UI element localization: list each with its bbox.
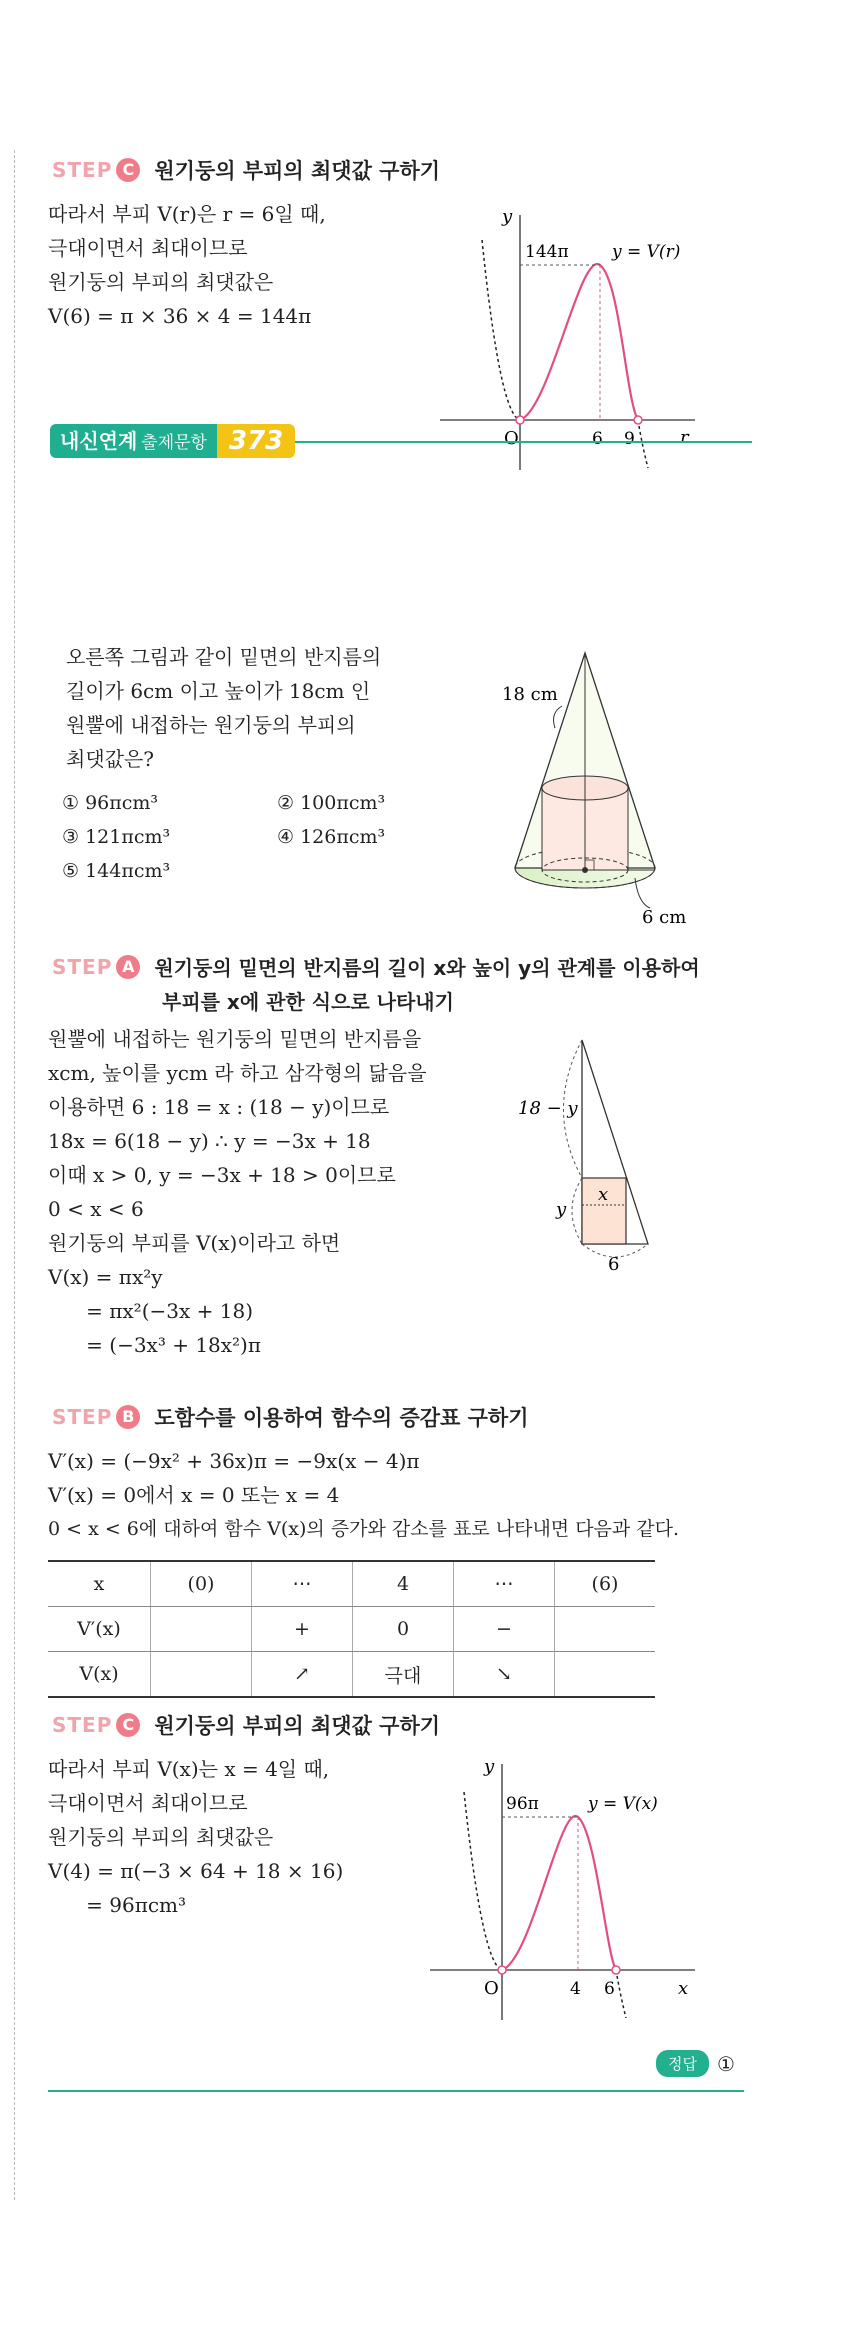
step-letter-badge: B: [116, 1405, 140, 1429]
step-a-heading: [52, 952, 700, 981]
step-tag: STEP: [52, 1713, 113, 1737]
text-line: 극대이면서 최대이므로: [48, 1791, 248, 1815]
text-line: V(x) = πx²y: [48, 1265, 163, 1289]
problem-text: [66, 640, 381, 776]
table-cell: ⋯: [454, 1561, 555, 1607]
step-b-text: [48, 1444, 679, 1546]
text-line: xcm, 높이를 ycm 라 하고 삼각형의 닮음을: [48, 1061, 427, 1085]
table-cell: (6): [555, 1561, 656, 1607]
table-row: [48, 1652, 655, 1698]
dashed-curve-left: [482, 240, 520, 420]
x-axis-label: r: [680, 427, 689, 448]
table-cell: ⋯: [252, 1561, 353, 1607]
answer-badge: [656, 2050, 735, 2077]
table-cell: +: [252, 1607, 353, 1652]
step-title: 원기둥의 부피의 최댓값 구하기: [154, 1714, 441, 1738]
cross-section-figure: [500, 1030, 680, 1280]
table-cell: [555, 1652, 656, 1698]
open-point-end: [634, 416, 642, 424]
choice-2[interactable]: ② 100πcm³: [277, 792, 386, 814]
answer-value: ①: [716, 2051, 735, 2076]
curve-v-of-r: [520, 264, 638, 420]
text-line: 이용하면 6 : 18 = x : (18 − y)이므로: [48, 1095, 390, 1119]
answer-label: 정답: [656, 2050, 709, 2077]
table-row: [48, 1607, 655, 1652]
graph-v-of-r: [420, 200, 710, 480]
tick-label-6: 6: [604, 1979, 615, 1999]
table-row: [48, 1561, 655, 1607]
step-c-text: [48, 197, 326, 333]
text-line: = (−3x³ + 18x²)π: [48, 1333, 262, 1357]
step-title: 도함수를 이용하여 함수의 증감표 구하기: [154, 1406, 529, 1430]
text-line: 따라서 부피 V(x)는 x = 4일 때,: [48, 1757, 330, 1781]
top-length-label: 18 − y: [518, 1098, 578, 1119]
brace-y: [572, 1178, 582, 1244]
text-line: 최댓값은?: [66, 747, 155, 771]
text-line: 길이가 6cm 이고 높이가 18cm 인: [66, 679, 371, 703]
height-pointer: [554, 706, 562, 728]
text-line: 원기둥의 부피의 최댓값은: [48, 1825, 274, 1849]
open-point-origin: [516, 416, 524, 424]
table-cell: 극대: [353, 1652, 454, 1698]
step-c-heading: [52, 155, 440, 185]
choice-5[interactable]: ⑤ 144πcm³: [62, 860, 171, 882]
step-letter-badge: C: [116, 1713, 140, 1737]
table-cell: V′(x): [48, 1607, 151, 1652]
base-label: 6: [608, 1254, 620, 1275]
origin-label: O: [484, 1978, 499, 1999]
step-c2-text: [48, 1752, 343, 1922]
table-cell: V(x): [48, 1652, 151, 1698]
cone-cylinder-figure: [480, 638, 770, 928]
text-line: = 96πcm³: [48, 1893, 187, 1917]
x-axis-label: x: [678, 1978, 689, 1999]
choice-3[interactable]: ③ 121πcm³: [62, 826, 171, 848]
dashed-curve-right: [616, 1970, 626, 2018]
step-title: 원기둥의 부피의 최댓값 구하기: [154, 159, 441, 183]
text-line: 원뿔에 내접하는 원기둥의 밑면의 반지름을: [48, 1027, 422, 1051]
open-point-end: [612, 1966, 620, 1974]
answer-choices: [62, 786, 492, 888]
text-line: 원기둥의 부피의 최댓값은: [48, 270, 274, 294]
step-c2-heading: [52, 1710, 440, 1740]
tick-label-6: 6: [592, 429, 603, 449]
text-line: 오른쪽 그림과 같이 밑면의 반지름의: [66, 645, 382, 669]
step-tag: STEP: [52, 954, 113, 979]
radius-pointer: [635, 878, 650, 908]
table-cell: ↘: [454, 1652, 555, 1698]
y-label: y: [556, 1199, 567, 1220]
step-letter-badge: C: [116, 158, 140, 182]
table-cell: [151, 1652, 252, 1698]
text-line: 원뿔에 내접하는 원기둥의 부피의: [66, 713, 356, 737]
bottom-divider: [48, 2090, 744, 2092]
text-line: V′(x) = 0에서 x = 0 또는 x = 4: [48, 1483, 340, 1507]
dashed-curve-right: [638, 420, 648, 468]
x-label: x: [598, 1184, 609, 1205]
text-line: 18x = 6(18 − y) ∴ y = −3x + 18: [48, 1129, 371, 1153]
choice-1[interactable]: ① 96πcm³: [62, 792, 159, 814]
text-line: V′(x) = (−9x² + 36x)π = −9x(x − 4)π: [48, 1449, 420, 1473]
step-title-line2: 부피를 x에 관한 식으로 나타내기: [162, 990, 454, 1014]
problem-banner: [50, 424, 295, 458]
step-a-text: [48, 1022, 427, 1362]
text-line: = πx²(−3x + 18): [48, 1299, 253, 1323]
height-label: 18 cm: [502, 684, 558, 705]
radius-label: 6 cm: [642, 907, 687, 928]
problem-number: 373: [217, 424, 295, 458]
text-line: 0 < x < 6에 대하여 함수 V(x)의 증가와 감소를 표로 나타내면 다음과 같다.: [48, 1518, 680, 1540]
text-line: V(6) = π × 36 × 4 = 144π: [48, 304, 312, 328]
curve-label: y = V(r): [612, 242, 681, 262]
origin-label: O: [504, 428, 519, 449]
curve-label: y = V(x): [588, 1794, 658, 1814]
step-b-heading: [52, 1402, 528, 1432]
tick-label-4: 4: [570, 1979, 581, 1999]
table-cell: 0: [353, 1607, 454, 1652]
step-tag: STEP: [52, 158, 113, 182]
text-line: 0 < x < 6: [48, 1197, 144, 1221]
choice-4[interactable]: ④ 126πcm³: [277, 826, 386, 848]
y-axis-label: y: [502, 206, 513, 227]
text-line: 이때 x > 0, y = −3x + 18 > 0이므로: [48, 1163, 396, 1187]
step-tag: STEP: [52, 1405, 113, 1429]
margin-dashed-line: [14, 150, 15, 2200]
table-cell: (0): [151, 1561, 252, 1607]
table-cell: 4: [353, 1561, 454, 1607]
max-value-label: 96π: [506, 1794, 539, 1814]
graph-v-of-x: [420, 1752, 710, 2032]
table-cell: [555, 1607, 656, 1652]
text-line: 원기둥의 부피를 V(x)이라고 하면: [48, 1231, 341, 1255]
increase-decrease-table: [48, 1560, 655, 1698]
table-cell: −: [454, 1607, 555, 1652]
table-cell: ↗: [252, 1652, 353, 1698]
step-title: 원기둥의 밑면의 반지름의 길이 x와 높이 y의 관계를 이용하여: [154, 956, 700, 980]
tick-label-9: 9: [624, 429, 635, 449]
open-point-origin: [498, 1966, 506, 1974]
text-line: V(4) = π(−3 × 64 + 18 × 16): [48, 1859, 344, 1883]
text-line: 따라서 부피 V(r)은 r = 6일 때,: [48, 202, 326, 226]
max-value-label: 144π: [525, 242, 569, 262]
badge-label: 내신연계 출제문항: [50, 424, 217, 458]
table-cell: x: [48, 1561, 151, 1607]
step-letter-badge: A: [116, 955, 140, 979]
text-line: 극대이면서 최대이므로: [48, 236, 248, 260]
table-cell: [151, 1607, 252, 1652]
dashed-curve-left: [464, 1792, 502, 1970]
y-axis-label: y: [484, 1756, 495, 1777]
curve-v-of-x: [502, 1816, 616, 1970]
